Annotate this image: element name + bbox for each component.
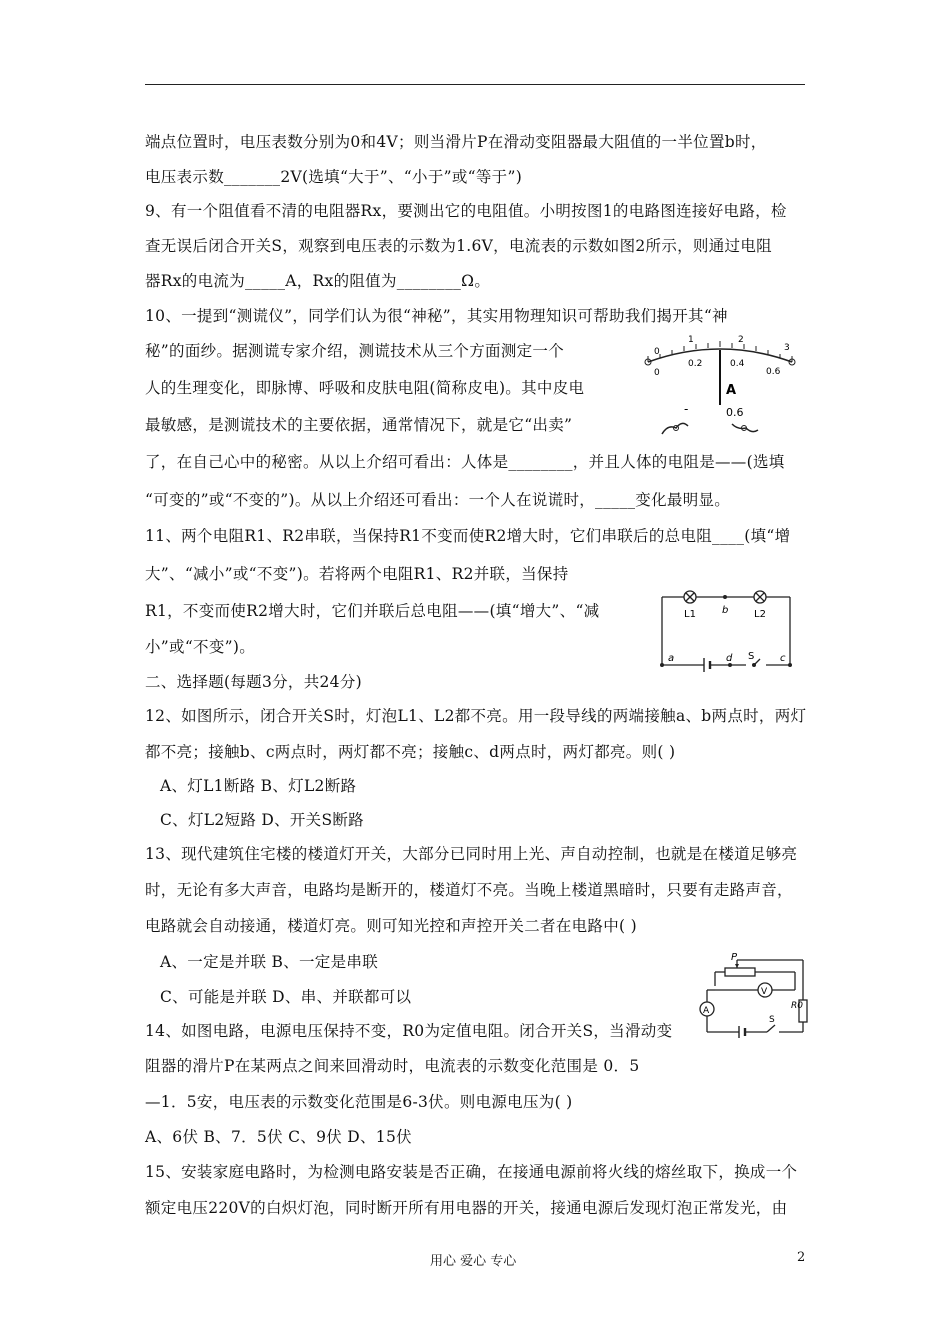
footer-motto: 用心 爱心 专心: [430, 1254, 517, 1269]
section-heading: 二、选择题(每题3分，共24分): [145, 673, 362, 691]
text-line: 大”、“减小”或“不变”)。若将两个电阻R1、R2并联，当保持: [145, 565, 569, 583]
ammeter-figure: [640, 330, 800, 445]
answer-options: A、6伏 B、7．5伏 C、9伏 D、15伏: [145, 1128, 412, 1146]
question-13: 13、现代建筑住宅楼的楼道灯开关，大部分已同时用上光、声自动控制，也就是在楼道足够亮: [145, 845, 798, 863]
text-line: 电压表示数_______2V(选填“大于”、“小于”或“等于”): [145, 168, 523, 186]
scale-bottom-2: 0.4: [730, 359, 745, 369]
text-line: 端点位置时，电压表数分别为0和4V；则当滑片P在滑动变阻器最大阻值的一半位置b时，: [145, 133, 767, 151]
text-line: R1，不变而使R2增大时，它们并联后总电阻——(填“增大”、“减: [145, 602, 600, 620]
header-rule: [145, 84, 805, 85]
resistor-r0-label: R0: [791, 1001, 803, 1011]
question-12: 12、如图所示，闭合开关S时，灯泡L1、L2都不亮。用一段导线的两端接触a、b两点时，两灯: [145, 707, 807, 725]
text-line: 器Rx的电流为_____A，Rx的阻值为________Ω。: [145, 272, 491, 290]
question-14: 14、如图电路，电源电压保持不变，R0为定值电阻。闭合开关S，当滑动变: [145, 1022, 673, 1040]
ammeter-label: A: [703, 1006, 710, 1016]
question-15: 15、安装家庭电路时，为检测电路安装是否正确，在接通电源前将火线的熔丝取下，换成一个: [145, 1163, 798, 1181]
node-d-label: d: [726, 653, 733, 664]
answer-options: A、灯L1断路 B、灯L2断路: [160, 777, 357, 795]
answer-options: C、可能是并联 D、串、并联都可以: [160, 988, 412, 1006]
lamp-l1-label: L1: [684, 609, 696, 620]
scale-bottom-1: 0.2: [688, 359, 703, 369]
text-line: 了，在自己心中的秘密。从以上介绍可看出：人体是________，并且人体的电阻是——(选填: [145, 453, 785, 471]
node-a-label: a: [668, 653, 675, 664]
slider-p-label: P: [731, 952, 738, 963]
scale-top-3: 3: [784, 343, 790, 353]
node-b-label: b: [722, 605, 729, 616]
text-line: 都不亮；接触b、c两点时，两灯都不亮；接触c、d两点时，两灯都亮。则( ): [145, 743, 676, 761]
text-line: —1．5安，电压表的示数变化范围是6-3伏。则电源电压为( ): [145, 1093, 573, 1111]
answer-options: A、一定是并联 B、一定是串联: [160, 953, 379, 971]
page-number: 2: [797, 1250, 806, 1265]
lamp-l2-label: L2: [754, 609, 766, 620]
terminal-06: 0.6: [726, 406, 744, 419]
text-line: 时，无论有多大声音，电路均是断开的，楼道灯不亮。当晚上楼道黑暗时，只要有走路声音，: [145, 881, 793, 899]
text-line: 阻器的滑片P在某两点之间来回滑动时，电流表的示数变化范围是 0．5: [145, 1057, 640, 1075]
terminal-minus: -: [684, 402, 689, 416]
switch-s-label: S: [748, 651, 755, 662]
question-9: 9、有一个阻值看不清的电阻器Rx，要测出它的电阻值。小明按图1的电路图连接好电路，检: [145, 202, 787, 220]
unit-label: A: [726, 383, 737, 398]
switch-s-label: S: [769, 1015, 775, 1025]
scale-top-2: 2: [738, 335, 744, 345]
text-line: 小”或“不变”)。: [145, 638, 256, 656]
question-11: 11、两个电阻R1、R2串联，当保持R1不变而使R2增大时，它们串联后的总电阻____(填“增: [145, 527, 791, 545]
scale-bottom-0: 0: [654, 368, 660, 378]
question-10: 10、一提到“测谎仪”，同学们认为很“神秘”，其实用物理知识可帮助我们揭开其“神: [145, 307, 728, 325]
answer-options: C、灯L2短路 D、开关S断路: [160, 811, 364, 829]
text-line: 最敏感，是测谎技术的主要依据，通常情况下，就是它“出卖”: [145, 416, 573, 434]
scale-top-0: 0: [654, 347, 660, 357]
text-line: “可变的”或“不变的”)。从以上介绍还可看出：一个人在说谎时，_____变化最明显。: [145, 491, 731, 509]
scale-top-1: 1: [688, 335, 694, 345]
text-line: 额定电压220V的白炽灯泡，同时断开所有用电器的开关，接通电源后发现灯泡正常发光，由: [145, 1199, 788, 1217]
text-line: 查无误后闭合开关S，观察到电压表的示数为1.6V，电流表的示数如图2所示，则通过电阻: [145, 237, 772, 255]
text-line: 秘”的面纱。据测谎专家介绍，测谎技术从三个方面测定一个: [145, 342, 565, 360]
meter-circuit-figure: [695, 950, 820, 1040]
scale-bottom-3: 0.6: [766, 367, 781, 377]
lamp-circuit-figure: [650, 585, 800, 675]
voltmeter-label: V: [761, 987, 768, 997]
text-line: 人的生理变化，即脉博、呼吸和皮肤电阻(简称皮电)。其中皮电: [145, 379, 585, 397]
text-line: 电路就会自动接通，楼道灯亮。则可知光控和声控开关二者在电路中( ): [145, 917, 637, 935]
node-c-label: c: [780, 653, 786, 664]
